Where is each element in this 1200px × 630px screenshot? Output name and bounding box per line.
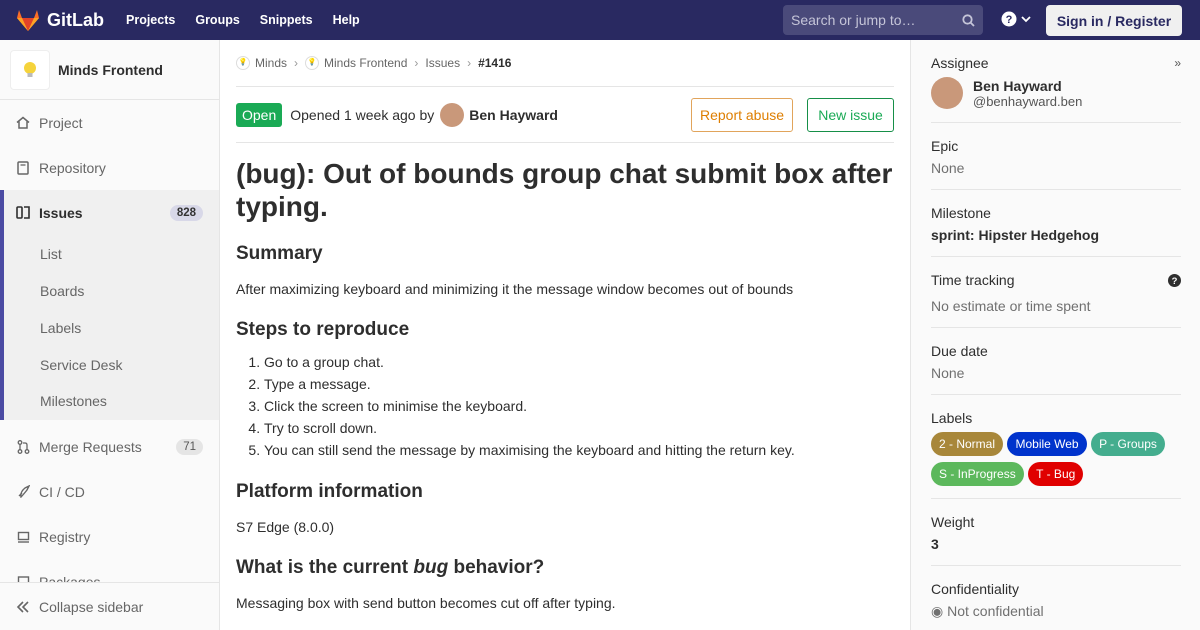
- search-icon: [962, 14, 975, 27]
- breadcrumb-group[interactable]: Minds: [255, 56, 288, 70]
- breadcrumb-separator: ›: [467, 56, 472, 70]
- label-pill[interactable]: 2 - Normal: [931, 432, 1003, 456]
- collapse-right-sidebar-icon[interactable]: »: [1174, 56, 1181, 70]
- new-issue-button[interactable]: New issue: [807, 98, 894, 132]
- sidebar-subitem-boards[interactable]: Boards: [40, 282, 85, 299]
- search-input[interactable]: [783, 5, 983, 35]
- svg-text:?: ?: [1171, 276, 1178, 287]
- epic-block: [931, 123, 1181, 190]
- issues-icon: [16, 206, 30, 219]
- confidentiality-block: [931, 566, 1181, 630]
- status-badge: Open: [236, 103, 282, 127]
- sidebar-item-label: Issues: [39, 204, 83, 221]
- time-tracking-block: [931, 257, 1181, 328]
- container-icon: [17, 531, 30, 543]
- time-tracking-label: Time tracking: [931, 272, 1015, 288]
- home-icon: [16, 116, 30, 129]
- merge-requests-count-badge: 71: [176, 439, 203, 455]
- brand-name: GitLab: [47, 9, 104, 30]
- summary-text: After maximizing keyboard and minimizing it the message window becomes out of bounds: [236, 281, 794, 297]
- project-name: Minds Frontend: [58, 61, 163, 78]
- chevron-down-icon: [1020, 13, 1032, 25]
- epic-label: Epic: [931, 138, 959, 154]
- question-circle-icon[interactable]: [1168, 274, 1181, 287]
- assignee-label: Assignee: [931, 55, 989, 71]
- list-item: 2. Type a message.: [264, 373, 894, 395]
- milestone-block: [931, 190, 1181, 257]
- label-pill[interactable]: Mobile Web: [1007, 432, 1086, 456]
- issue-title: (bug): Out of bounds group chat submit box after typing.: [236, 158, 893, 222]
- labels-block: [931, 395, 1181, 499]
- summary-heading: Summary: [236, 243, 323, 264]
- label-pill[interactable]: P - Groups: [1091, 432, 1165, 456]
- sidebar-item-project[interactable]: [0, 100, 219, 145]
- heading-part: behavior?: [448, 557, 545, 578]
- svg-text:?: ?: [1005, 14, 1013, 26]
- breadcrumb-separator: ›: [414, 56, 419, 70]
- gitlab-logo[interactable]: [16, 9, 104, 31]
- platform-text: S7 Edge (8.0.0): [236, 519, 335, 535]
- steps-heading: Steps to reproduce: [236, 319, 410, 340]
- issues-count-badge: 828: [170, 205, 203, 221]
- collapse-sidebar-button[interactable]: [0, 582, 219, 630]
- author-name[interactable]: Ben Hayward: [469, 106, 558, 123]
- question-circle-icon: [1001, 11, 1017, 27]
- gitlab-tanuki-icon: [16, 9, 40, 31]
- sidebar-subitem-milestones[interactable]: Milestones: [40, 392, 107, 409]
- assignee-username: @benhayward.ben: [973, 93, 1083, 109]
- sidebar-issues-group: [0, 190, 219, 420]
- label-pill[interactable]: S - InProgress: [931, 462, 1024, 486]
- sidebar-subitem-list[interactable]: List: [40, 245, 62, 262]
- nav-snippets[interactable]: Snippets: [259, 13, 313, 27]
- time-tracking-value: No estimate or time spent: [931, 298, 1091, 314]
- nav-help[interactable]: Help: [332, 13, 360, 27]
- breadcrumb-issues[interactable]: Issues: [425, 56, 461, 70]
- sidebar-item-label: Repository: [39, 159, 106, 176]
- breadcrumb: [236, 40, 894, 87]
- list-item: 1. Go to a group chat.: [264, 351, 894, 373]
- current-behavior-heading: [236, 557, 894, 579]
- sidebar-item-merge-requests[interactable]: [0, 424, 219, 469]
- group-avatar: 💡: [236, 56, 250, 70]
- collapse-sidebar-label: Collapse sidebar: [39, 598, 144, 615]
- opened-text: Opened 1 week ago by: [290, 106, 435, 123]
- sidebar-subitem-service-desk[interactable]: Service Desk: [40, 356, 123, 373]
- heading-emphasis: bug: [413, 557, 449, 578]
- milestone-value[interactable]: sprint: Hipster Hedgehog: [931, 227, 1100, 243]
- sidebar-item-issues[interactable]: [4, 190, 219, 235]
- list-item: 3. Click the screen to minimise the keyboard.: [264, 395, 894, 417]
- book-icon: [17, 161, 29, 175]
- breadcrumb-issue-id[interactable]: #1416: [478, 56, 512, 70]
- lightbulb-icon: [23, 61, 37, 79]
- weight-label: Weight: [931, 514, 975, 530]
- nav-projects[interactable]: Projects: [126, 13, 176, 27]
- author-avatar[interactable]: [440, 103, 464, 127]
- due-date-value: None: [931, 365, 965, 381]
- epic-value: None: [931, 160, 965, 176]
- help-dropdown[interactable]: [1001, 11, 1032, 27]
- search-placeholder: Search or jump to…: [791, 12, 916, 28]
- confidentiality-text: Not confidential: [947, 603, 1044, 619]
- nav-groups[interactable]: Groups: [195, 13, 240, 27]
- heading-part: What is the current: [236, 557, 414, 578]
- sign-in-button[interactable]: Sign in / Register: [1046, 5, 1182, 36]
- assignee-avatar[interactable]: [931, 77, 963, 109]
- breadcrumb-separator: ›: [294, 56, 299, 70]
- sidebar-item-label: Registry: [39, 528, 91, 545]
- sidebar-item-label: CI / CD: [39, 483, 85, 500]
- sidebar-item-label: Merge Requests: [39, 438, 142, 455]
- breadcrumb-project[interactable]: Minds Frontend: [324, 56, 408, 70]
- sidebar-item-registry[interactable]: [0, 514, 219, 559]
- sidebar-item-repository[interactable]: [0, 145, 219, 190]
- double-chevron-left-icon: [16, 601, 30, 613]
- labels-list: [931, 432, 1181, 492]
- due-date-block: [931, 328, 1181, 395]
- sidebar-item-label: Project: [39, 114, 83, 131]
- platform-heading: Platform information: [236, 481, 423, 502]
- labels-label: Labels: [931, 410, 973, 426]
- steps-list: [264, 351, 894, 461]
- weight-value: 3: [931, 536, 939, 552]
- project-avatar-small: 💡: [305, 56, 319, 70]
- issue-header: [236, 87, 894, 143]
- weight-block: [931, 499, 1181, 566]
- label-pill[interactable]: T - Bug: [1028, 462, 1083, 486]
- assignee-name[interactable]: Ben Hayward: [973, 77, 1062, 94]
- issue-right-sidebar: [910, 40, 1200, 630]
- assignee-block: [931, 40, 1181, 123]
- merge-request-icon: [17, 440, 30, 454]
- eye-icon: ◉: [931, 603, 944, 619]
- sidebar-subitem-labels[interactable]: Labels: [40, 319, 82, 336]
- sidebar-item-ci-cd[interactable]: [0, 469, 219, 514]
- current-behavior-text: Messaging box with send button becomes cut off after typing.: [236, 595, 616, 611]
- report-abuse-button[interactable]: Report abuse: [691, 98, 793, 132]
- project-avatar: [10, 50, 50, 90]
- confidentiality-label: Confidentiality: [931, 581, 1019, 597]
- top-navbar: [0, 0, 1200, 40]
- issue-main: [236, 40, 894, 613]
- project-header[interactable]: [0, 40, 219, 100]
- rocket-icon: [17, 485, 30, 498]
- list-item: 5. You can still send the message by maximising the keyboard and hitting the return key.: [264, 439, 894, 461]
- list-item: 4. Try to scroll down.: [264, 417, 894, 439]
- milestone-label: Milestone: [931, 205, 991, 221]
- due-date-label: Due date: [931, 343, 988, 359]
- confidentiality-value: [931, 603, 1181, 620]
- left-sidebar: [0, 40, 220, 630]
